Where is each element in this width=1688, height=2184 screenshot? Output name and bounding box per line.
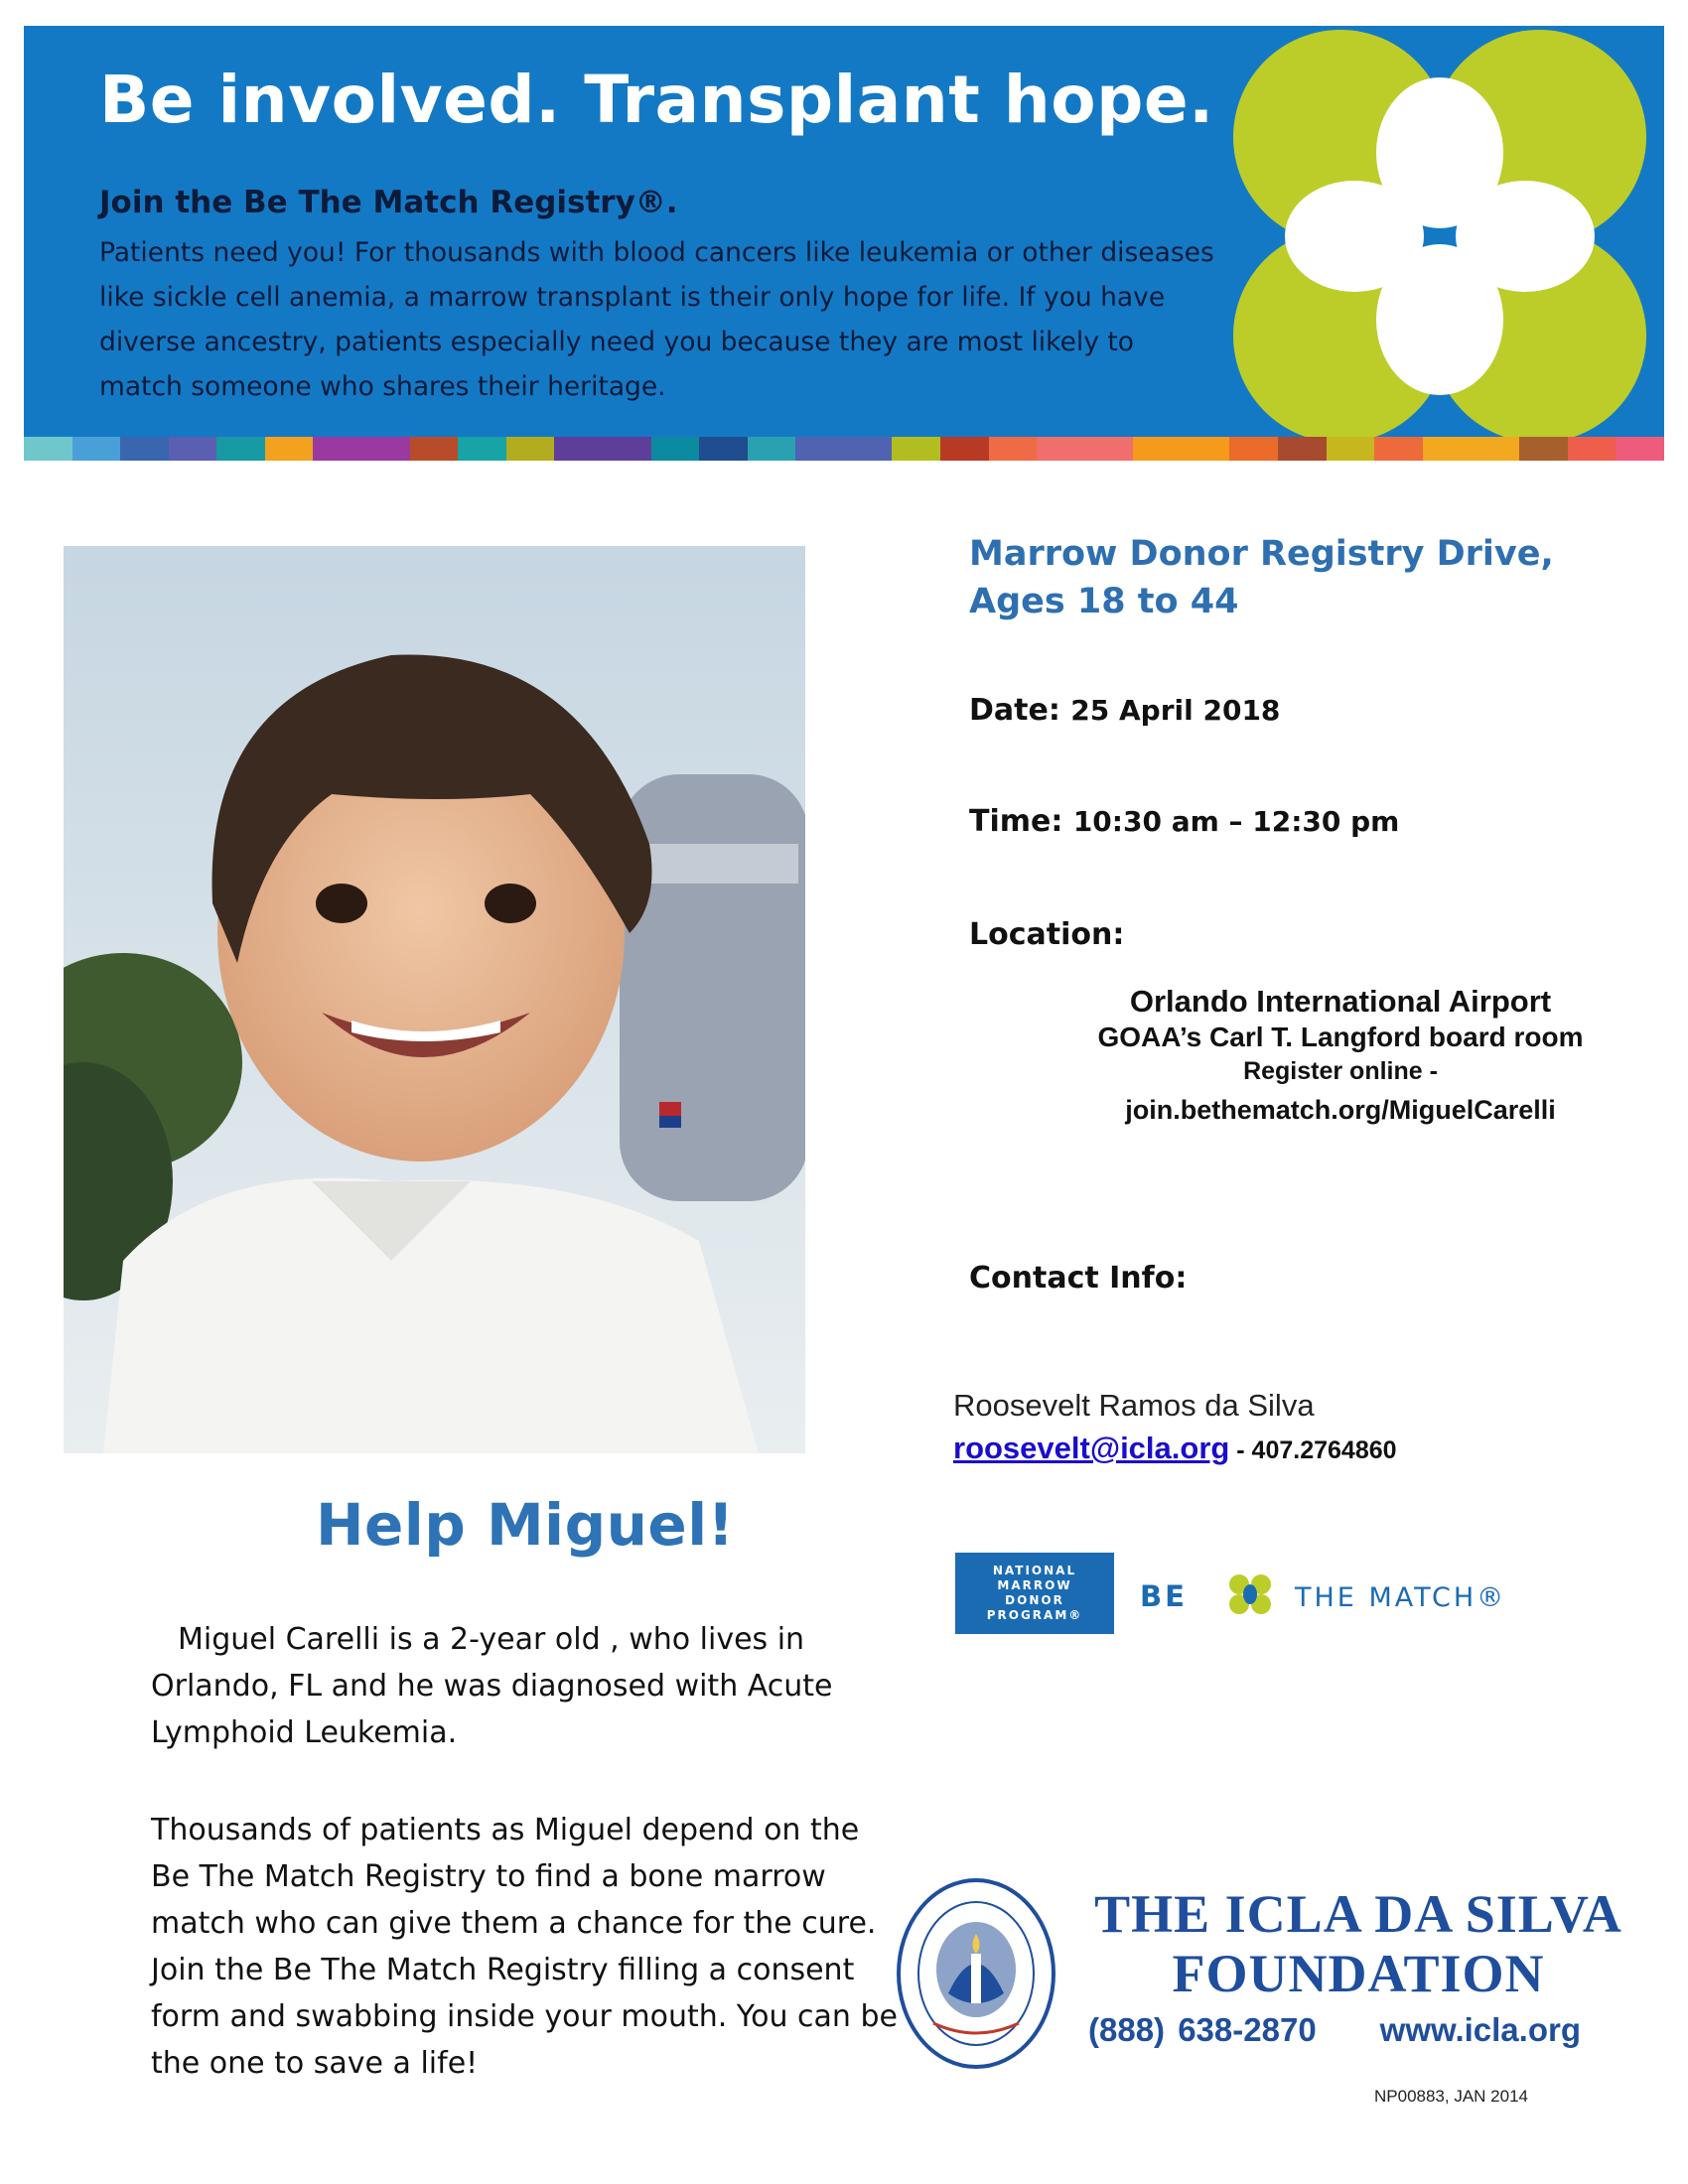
drive-title: Marrow Donor Registry Drive, Ages 18 to 44 [969, 534, 1554, 621]
color-strip-segment [1568, 437, 1617, 461]
story-line: Thousands of patients as Miguel depend on the Be The Match Registry to find a bone marrow match who can give them a chance for the cure. [151, 1813, 877, 1941]
date-row [969, 693, 1280, 728]
color-strip-segment [1471, 437, 1519, 461]
color-strip-segment [1616, 437, 1664, 461]
color-strip-segment [554, 437, 603, 461]
color-strip-segment [795, 437, 844, 461]
contact-name: Roosevelt Ramos da Silva [953, 1388, 1315, 1423]
color-strip-segment [313, 437, 361, 461]
date-label: Date: [969, 693, 1060, 728]
nmdp-line: MARROW [997, 1578, 1072, 1592]
color-strip-segment [1519, 437, 1568, 461]
color-strip-segment [410, 437, 459, 461]
color-strip-segment [603, 437, 651, 461]
color-strip-segment [1037, 437, 1085, 461]
header-banner [24, 26, 1664, 439]
register-url[interactable]: join.bethematch.org/MiguelCarelli [1125, 1095, 1556, 1125]
nmdp-line: NATIONAL [992, 1564, 1077, 1577]
contact-line [953, 1431, 1397, 1466]
be-the-match-logo-icon [1140, 1567, 1597, 1622]
color-strip-segment [24, 437, 72, 461]
color-strip-segment [651, 437, 700, 461]
color-strip-segment [216, 437, 265, 461]
btm-be-text: BE [1140, 1579, 1188, 1613]
color-strip-segment [265, 437, 314, 461]
color-strip-segment [1278, 437, 1327, 461]
help-heading: Help Miguel! [316, 1491, 735, 1559]
icla-phone: (888) 638-2870 [1088, 2011, 1317, 2048]
color-strip-segment [361, 437, 410, 461]
color-strip-segment [1374, 437, 1423, 461]
time-label: Time: [969, 804, 1063, 839]
story-paragraph: Miguel Carelli is a 2-year old , who lives in Orlando, FL and he was diagnosed with Acute Lymphoid Leukemia. [151, 1622, 833, 1750]
color-strip-segment [892, 437, 940, 461]
color-strip [24, 437, 1664, 461]
color-strip-segment [1133, 437, 1182, 461]
location-label: Location: [969, 917, 1125, 952]
banner-subtitle: Join the Be The Match Registry®. [99, 185, 678, 220]
color-strip-segment [1229, 437, 1278, 461]
icla-name-line-2: FOUNDATION [1172, 1944, 1545, 2003]
contact-label: Contact Info: [969, 1261, 1188, 1296]
color-strip-segment [748, 437, 796, 461]
bethematch-circles-icon [1215, 26, 1664, 439]
story-paragraph-2 [151, 1807, 906, 2087]
color-strip-segment [844, 437, 893, 461]
color-strip-segment [989, 437, 1038, 461]
banner-title: Be involved. Transplant hope. [99, 62, 1214, 138]
color-strip-segment [1423, 437, 1472, 461]
nmdp-line: DONOR [1005, 1593, 1064, 1607]
btm-the-match-text: THE MATCH® [1295, 1582, 1507, 1613]
contact-email-link[interactable]: roosevelt@icla.org [953, 1431, 1230, 1465]
date-value: 25 April 2018 [1070, 694, 1281, 727]
banner-body: Patients need you! For thousands with blood cancers like leukemia or other diseases like sickle cell anemia, a marrow transplant is their only hope for life. If you have diverse ancestry, patients especially need you because they are most likely to match someone who shares their heritage. [99, 237, 1214, 402]
icla-foundation-name [1060, 1884, 1656, 2003]
color-strip-segment [1182, 437, 1230, 461]
color-strip-segment [169, 437, 217, 461]
time-value: 10:30 am – 12:30 pm [1072, 805, 1400, 838]
nmdp-logo [955, 1553, 1114, 1634]
color-strip-segment [1085, 437, 1134, 461]
photo-image-icon [64, 546, 805, 1453]
footer-code: NP00883, JAN 2014 [1374, 2087, 1528, 2106]
nmdp-line: PROGRAM® [986, 1608, 1083, 1622]
color-strip-segment [120, 437, 169, 461]
contact-phone: - 407.2764860 [1229, 1436, 1397, 1464]
icla-contact [1088, 2011, 1581, 2049]
color-strip-segment [940, 437, 989, 461]
icla-name-line-1: THE ICLA DA SILVA [1094, 1884, 1622, 1944]
icla-foundation-seal-icon [894, 1874, 1058, 2073]
time-row [969, 804, 1399, 839]
story-line: Join the Be The Match Registry filling a consent form and swabbing inside your mouth. You can be the one to save a life! [151, 1953, 898, 2081]
color-strip-segment [506, 437, 555, 461]
register-note: Register online - [1243, 1057, 1438, 1085]
color-strip-segment [458, 437, 506, 461]
child-photo [64, 546, 805, 1453]
icla-website-link[interactable]: www.icla.org [1379, 2011, 1581, 2048]
color-strip-segment [1327, 437, 1375, 461]
location-details [1013, 983, 1668, 1132]
color-strip-segment [72, 437, 121, 461]
location-venue: Orlando International Airport [1129, 984, 1552, 1019]
color-strip-segment [699, 437, 748, 461]
location-room: GOAA’s Carl T. Langford board room [1097, 1022, 1584, 1052]
